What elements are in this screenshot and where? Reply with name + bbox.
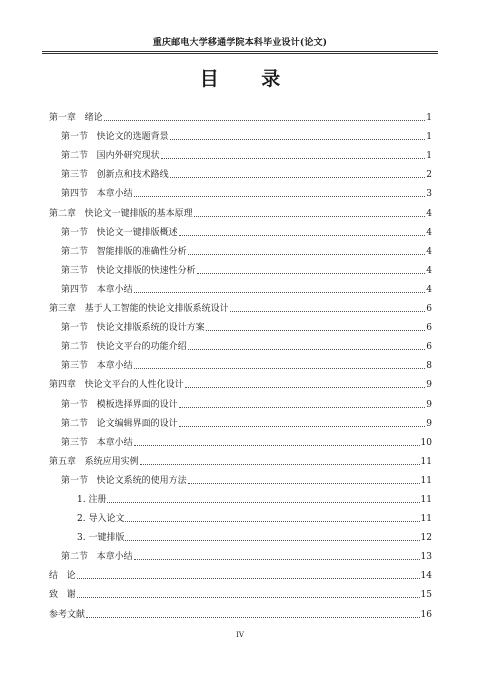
toc-leader-dots [134,559,420,560]
toc-leader-dots [188,254,425,255]
toc-entry-page: 4 [426,284,432,295]
toc-entry[interactable] [49,505,432,524]
toc-entry-label: 3. 一键排版 [77,533,125,544]
toc-entry[interactable] [49,142,432,161]
toc-entry-page: 6 [426,304,432,315]
toc-entry-page: 11 [420,456,432,467]
toc-entry[interactable] [49,448,432,467]
toc-entry-page: 9 [426,418,432,429]
toc-entry-label: 结 论 [49,571,76,582]
toc-entry[interactable] [49,581,432,600]
toc-entry-label: 第四节 本章小结 [61,189,133,200]
toc-leader-dots [188,483,420,484]
toc-entry[interactable] [49,543,432,562]
toc-entry-page: 11 [420,475,432,486]
toc-entry-label: 第三节 快论文排版的快速性分析 [61,265,196,276]
toc-entry-page: 4 [426,246,432,257]
toc-entry[interactable] [49,314,432,333]
toc-leader-dots [185,387,425,388]
toc-entry-page: 4 [426,208,432,219]
toc-entry[interactable] [49,600,432,619]
toc-entry-label: 第三节 创新点和技术路线 [61,170,169,181]
toc-entry-page: 1 [426,151,432,162]
toc-entry-page: 1 [426,113,432,124]
toc-entry-label: 第二节 国内外研究现状 [61,151,160,162]
toc-entry-label: 第五章 系统应用实例 [49,456,139,467]
toc-entry-page: 3 [426,189,432,200]
toc-entry-label: 第二节 本章小结 [61,552,133,563]
toc-leader-dots [170,139,425,140]
toc-entry-label: 第二节 论文编辑界面的设计 [61,418,178,429]
toc-entry-label: 第三章 基于人工智能的快论文排版系统设计 [49,304,229,315]
toc-entry-label: 第三节 本章小结 [61,361,133,372]
toc-leader-dots [206,330,425,331]
toc-entry-page: 6 [426,342,432,353]
page-title: 目 录 [199,68,299,90]
toc-leader-dots [197,273,425,274]
toc-entry-page: 16 [420,609,432,620]
toc-entry-label: 第一节 快论文的选题背景 [61,132,169,143]
toc-leader-dots [170,177,425,178]
toc-entry[interactable] [49,123,432,142]
toc-entry[interactable] [49,410,432,429]
toc-entry-label: 1. 注册 [77,494,107,505]
toc-entry[interactable] [49,467,432,486]
toc-entry-page: 14 [420,571,432,582]
toc-leader-dots [179,426,425,427]
toc-entry-page: 4 [426,265,432,276]
toc-entry[interactable] [49,161,432,180]
toc-leader-dots [125,540,419,541]
toc-entry-page: 6 [426,323,432,334]
toc-entry-label: 第一节 模板选择界面的设计 [61,399,178,410]
toc-entry-page: 11 [420,514,432,525]
toc-entry[interactable] [49,295,432,314]
toc-entry[interactable] [49,352,432,371]
toc-entry[interactable] [49,429,432,448]
toc-leader-dots [77,578,420,579]
toc-leader-dots [134,368,425,369]
toc-entry[interactable] [49,390,432,409]
toc-entry[interactable] [49,333,432,352]
toc-entry[interactable] [49,219,432,238]
toc-leader-dots [134,292,425,293]
toc-entry-label: 第四章 快论文平台的人性化设计 [49,380,184,391]
toc-entry[interactable] [49,238,432,257]
toc-entry-label: 第四节 本章小结 [61,284,133,295]
toc-leader-dots [188,349,425,350]
toc-leader-dots [194,216,425,217]
toc-leader-dots [104,120,425,121]
toc-entry-page: 2 [426,170,432,181]
toc-entry[interactable] [49,524,432,543]
toc-entry[interactable] [49,104,432,123]
toc-entry-label: 致 谢 [49,590,76,601]
toc-leader-dots [134,196,425,197]
toc-leader-dots [77,597,420,598]
toc-entry-label: 第一节 快论文排版系统的设计方案 [61,323,205,334]
running-header: 重庆邮电大学移通学院本科毕业设计(论文) [42,35,438,52]
toc-entry-page: 9 [426,380,432,391]
toc-entry[interactable] [49,562,432,581]
toc-entry-label: 第一章 绪论 [49,113,103,124]
toc-entry-label: 第一节 快论文一键排版概述 [61,227,178,238]
toc-entry-page: 4 [426,227,432,238]
toc-entry-label: 第二节 智能排版的准确性分析 [61,246,187,257]
toc-entry-page: 9 [426,399,432,410]
toc-entry-page: 10 [420,437,432,448]
page-number: IV [236,631,244,639]
toc-leader-dots [179,235,425,236]
toc-entry[interactable] [49,180,432,199]
toc-entry-label: 第二章 快论文一键排版的基本原理 [49,208,193,219]
toc-leader-dots [140,464,420,465]
toc-entry-page: 11 [420,494,432,505]
toc-entry-label: 第一节 快论文系统的使用方法 [61,475,187,486]
toc-entry-page: 1 [426,132,432,143]
toc-leader-dots [161,158,425,159]
toc-entry[interactable] [49,486,432,505]
toc-leader-dots [107,502,419,503]
toc-entry-label: 参考文献 [49,609,86,620]
toc-entry-label: 第三节 本章小结 [61,437,133,448]
toc-entry-label: 2. 导入论文 [77,514,125,525]
toc-entry-label: 第二节 快论文平台的功能介绍 [61,342,187,353]
toc-entry-page: 13 [420,552,432,563]
toc-leader-dots [125,521,419,522]
toc-leader-dots [179,407,425,408]
toc-entry[interactable] [49,257,432,276]
toc-leader-dots [230,311,425,312]
table-of-contents [49,104,432,620]
toc-leader-dots [134,445,420,446]
toc-entry-page: 15 [420,590,432,601]
toc-leader-dots [86,617,420,618]
toc-entry[interactable] [49,199,432,218]
toc-entry-page: 8 [426,361,432,372]
toc-entry[interactable] [49,371,432,390]
toc-entry[interactable] [49,276,432,295]
toc-entry-page: 12 [420,533,432,544]
